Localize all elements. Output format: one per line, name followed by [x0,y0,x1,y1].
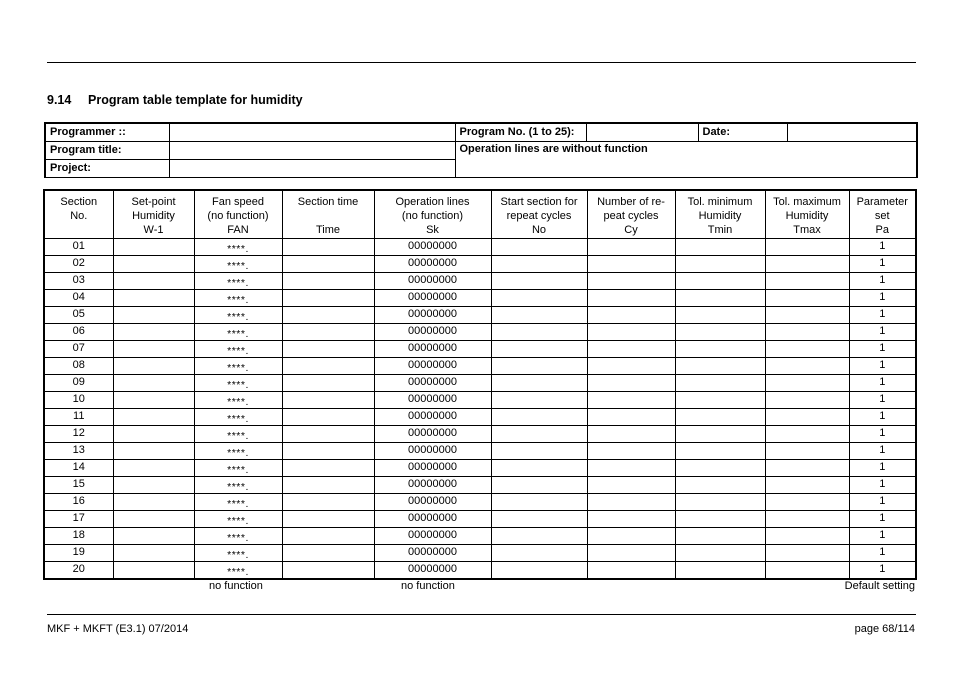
table-row [45,255,915,272]
repeat-cycles-cell[interactable] [587,289,675,306]
section-time-cell[interactable] [282,476,374,493]
section-time-cell[interactable] [282,323,374,340]
fan-speed-cell: ****. [194,425,282,442]
table-row [45,493,915,510]
tol-min-cell[interactable] [675,459,765,476]
operation-lines-cell: 00000000 [374,340,491,357]
repeat-cycles-cell[interactable] [587,527,675,544]
section-time-cell[interactable] [282,357,374,374]
tol-min-cell[interactable] [675,391,765,408]
tol-max-cell[interactable] [765,306,849,323]
repeat-cycles-cell[interactable] [587,340,675,357]
operation-lines-cell: 00000000 [374,238,491,255]
fan-speed-cell: ****. [194,442,282,459]
parameter-set-cell: 1 [849,408,915,425]
tol-max-cell[interactable] [765,425,849,442]
tol-min-cell[interactable] [675,323,765,340]
humidity-setpoint-cell[interactable] [113,255,194,272]
repeat-start-cell[interactable] [491,289,587,306]
humidity-setpoint-cell[interactable] [113,561,194,578]
section-number-cell: 11 [45,408,113,425]
operation-lines-cell: 00000000 [374,323,491,340]
section-number-cell: 17 [45,510,113,527]
section-number-cell: 06 [45,323,113,340]
operation-lines-cell: 00000000 [374,357,491,374]
fan-speed-cell: ****. [194,289,282,306]
tol-max-cell[interactable] [765,323,849,340]
section-time-cell[interactable] [282,340,374,357]
repeat-cycles-cell[interactable] [587,374,675,391]
repeat-start-cell[interactable] [491,425,587,442]
tol-max-cell[interactable] [765,476,849,493]
repeat-start-cell[interactable] [491,544,587,561]
operation-lines-cell: 00000000 [374,425,491,442]
fan-speed-cell: ****. [194,544,282,561]
section-time-cell[interactable] [282,459,374,476]
repeat-start-cell[interactable] [491,272,587,289]
section-time-cell[interactable] [282,408,374,425]
fan-speed-cell: ****. [194,527,282,544]
tol-min-cell[interactable] [675,425,765,442]
section-time-cell[interactable] [282,255,374,272]
column-header-line: Section [60,196,98,208]
operation-lines-cell: 00000000 [374,527,491,544]
repeat-start-cell[interactable] [491,527,587,544]
humidity-setpoint-cell[interactable] [113,459,194,476]
section-time-cell[interactable] [282,442,374,459]
humidity-setpoint-cell[interactable] [113,272,194,289]
tol-min-cell[interactable] [675,306,765,323]
section-number: 9.14 [47,93,72,107]
table-row [45,357,915,374]
operation-lines-cell: 00000000 [374,459,491,476]
repeat-start-cell[interactable] [491,238,587,255]
parameter-set-cell: 1 [849,255,915,272]
tol-min-cell[interactable] [675,357,765,374]
parameter-set-cell: 1 [849,527,915,544]
humidity-setpoint-cell[interactable] [113,493,194,510]
tol-min-cell[interactable] [675,561,765,578]
fan-speed-cell: ****. [194,493,282,510]
date-field[interactable] [787,123,917,141]
section-number-cell: 16 [45,493,113,510]
table-row [45,391,915,408]
column-header-line: Cy [624,224,638,236]
repeat-cycles-cell[interactable] [587,408,675,425]
section-time-cell[interactable] [282,527,374,544]
parameter-set-cell: 1 [849,561,915,578]
fan-speed-cell: ****. [194,357,282,374]
operation-lines-cell: 00000000 [374,306,491,323]
parameter-set-cell: 1 [849,323,915,340]
repeat-start-cell[interactable] [491,408,587,425]
tol-max-cell[interactable] [765,408,849,425]
repeat-start-cell[interactable] [491,493,587,510]
page-number: page 68/114 [854,623,915,635]
programmer-field[interactable] [169,123,455,141]
section-number-cell: 03 [45,272,113,289]
tol-max-cell[interactable] [765,510,849,527]
column-header-line: Humidity [132,210,175,222]
humidity-setpoint-cell[interactable] [113,527,194,544]
section-number-cell: 13 [45,442,113,459]
section-time-cell[interactable] [282,374,374,391]
table-header-row [45,191,915,238]
fan-speed-cell: ****. [194,408,282,425]
tol-max-cell[interactable] [765,340,849,357]
tol-min-cell[interactable] [675,476,765,493]
column-header [587,191,675,238]
column-header [765,191,849,238]
column-header-line: Humidity [785,210,829,222]
section-number-cell: 14 [45,459,113,476]
tol-min-cell[interactable] [675,374,765,391]
table-row [45,544,915,561]
table-row [45,476,915,493]
operation-lines-cell: 00000000 [374,255,491,272]
section-number-cell: 15 [45,476,113,493]
column-header-line: Fan speed [212,196,264,208]
operation-lines-cell: 00000000 [374,476,491,493]
operation-lines-cell: 00000000 [374,408,491,425]
tol-max-cell[interactable] [765,459,849,476]
parameter-set-cell: 1 [849,306,915,323]
bottom-rule [47,614,916,615]
table-row [45,561,915,578]
table-row [45,527,915,544]
program-title-field[interactable] [169,141,455,159]
table-body [45,238,915,578]
humidity-setpoint-cell[interactable] [113,306,194,323]
humidity-setpoint-cell[interactable] [113,374,194,391]
column-header-line: Number of re- [597,196,665,208]
column-header-line: No [531,224,547,236]
humidity-setpoint-cell[interactable] [113,510,194,527]
column-header-line: Tmin [707,224,733,236]
tol-max-cell[interactable] [765,238,849,255]
tol-max-cell[interactable] [765,544,849,561]
column-header [374,191,491,238]
column-header [849,191,915,238]
column-header-line: Pa [875,224,889,236]
tol-min-cell[interactable] [675,493,765,510]
section-number-cell: 08 [45,357,113,374]
program-no-label: Program No. (1 to 25): [455,123,586,141]
repeat-cycles-cell[interactable] [587,238,675,255]
fan-speed-cell: ****. [194,391,282,408]
table-row [45,306,915,323]
repeat-start-cell[interactable] [491,374,587,391]
section-number-cell: 10 [45,391,113,408]
section-heading [47,93,303,107]
section-time-cell[interactable] [282,272,374,289]
section-number-cell: 12 [45,425,113,442]
parameter-set-cell: 1 [849,374,915,391]
tol-min-cell[interactable] [675,340,765,357]
parameter-set-cell: 1 [849,459,915,476]
repeat-cycles-cell[interactable] [587,442,675,459]
operation-lines-cell: 00000000 [374,374,491,391]
column-header [491,191,587,238]
tol-max-cell[interactable] [765,561,849,578]
repeat-start-cell[interactable] [491,357,587,374]
column-header-line: Set-point [131,196,176,208]
humidity-setpoint-cell[interactable] [113,408,194,425]
repeat-cycles-cell[interactable] [587,425,675,442]
tol-min-cell[interactable] [675,272,765,289]
table-row [45,289,915,306]
humidity-setpoint-cell[interactable] [113,340,194,357]
operation-lines-cell: 00000000 [374,272,491,289]
section-time-cell[interactable] [282,289,374,306]
tol-min-cell[interactable] [675,238,765,255]
program-table-frame [43,189,917,580]
humidity-setpoint-cell[interactable] [113,476,194,493]
fan-speed-cell: ****. [194,476,282,493]
column-header [675,191,765,238]
repeat-start-cell[interactable] [491,391,587,408]
repeat-cycles-cell[interactable] [587,306,675,323]
table-row [45,340,915,357]
top-rule [47,62,916,63]
operation-lines-cell: 00000000 [374,544,491,561]
humidity-setpoint-cell[interactable] [113,442,194,459]
repeat-start-cell[interactable] [491,255,587,272]
repeat-cycles-cell[interactable] [587,510,675,527]
program-header-form [44,122,918,178]
parameter-set-cell: 1 [849,340,915,357]
humidity-setpoint-cell[interactable] [113,391,194,408]
tol-min-cell[interactable] [675,255,765,272]
operation-lines-foot-note: no function [401,580,455,592]
project-field[interactable] [169,159,455,177]
fan-speed-cell: ****. [194,255,282,272]
column-header [113,191,194,238]
fan-speed-cell: ****. [194,306,282,323]
humidity-setpoint-cell[interactable] [113,289,194,306]
section-number-cell: 04 [45,289,113,306]
operation-lines-cell: 00000000 [374,493,491,510]
fan-speed-cell: ****. [194,374,282,391]
column-header-line: Sk [426,224,439,236]
operation-lines-cell: 00000000 [374,391,491,408]
program-no-field[interactable] [586,123,698,141]
repeat-start-cell[interactable] [491,510,587,527]
table-row [45,238,915,255]
tol-max-cell[interactable] [765,493,849,510]
fan-speed-note: no function [209,580,263,592]
operation-lines-cell: 00000000 [374,510,491,527]
column-header-line: set [874,210,890,222]
table-row [45,442,915,459]
repeat-cycles-cell[interactable] [587,255,675,272]
tol-max-cell[interactable] [765,391,849,408]
humidity-setpoint-cell[interactable] [113,238,194,255]
table-row [45,374,915,391]
tol-max-cell[interactable] [765,527,849,544]
operation-lines-cell: 00000000 [374,442,491,459]
tol-min-cell[interactable] [675,544,765,561]
tol-max-cell[interactable] [765,357,849,374]
fan-speed-cell: ****. [194,272,282,289]
section-number-cell: 19 [45,544,113,561]
repeat-start-cell[interactable] [491,561,587,578]
tol-max-cell[interactable] [765,374,849,391]
table-row [45,459,915,476]
program-title-label: Program title: [45,141,169,159]
default-setting-note: Default setting [844,580,915,592]
column-header-line: repeat cycles [506,210,572,222]
repeat-cycles-cell[interactable] [587,272,675,289]
column-header [282,191,374,238]
humidity-setpoint-cell[interactable] [113,323,194,340]
document-id: MKF + MKFT (E3.1) 07/2014 [47,623,189,635]
section-time-cell[interactable] [282,561,374,578]
column-header-line: Humidity [698,210,742,222]
column-header-line: No. [70,210,88,222]
repeat-cycles-cell[interactable] [587,323,675,340]
fan-speed-cell: ****. [194,459,282,476]
fan-speed-cell: ****. [194,323,282,340]
table-row [45,408,915,425]
repeat-start-cell[interactable] [491,323,587,340]
humidity-setpoint-cell[interactable] [113,425,194,442]
table-row [45,510,915,527]
repeat-start-cell[interactable] [491,476,587,493]
section-number-cell: 01 [45,238,113,255]
repeat-cycles-cell[interactable] [587,357,675,374]
fan-speed-cell: ****. [194,561,282,578]
tol-max-cell[interactable] [765,442,849,459]
repeat-cycles-cell[interactable] [587,391,675,408]
operation-lines-cell: 00000000 [374,289,491,306]
section-number-cell: 09 [45,374,113,391]
column-header-line: Section time [297,196,359,208]
repeat-cycles-cell[interactable] [587,561,675,578]
parameter-set-cell: 1 [849,476,915,493]
column-header [45,191,113,238]
tol-min-cell[interactable] [675,527,765,544]
repeat-start-cell[interactable] [491,306,587,323]
tol-max-cell[interactable] [765,289,849,306]
column-header-line: peat cycles [603,210,659,222]
column-header-line: FAN [227,224,249,236]
tol-min-cell[interactable] [675,510,765,527]
section-time-cell[interactable] [282,544,374,561]
repeat-start-cell[interactable] [491,442,587,459]
column-header-line: Time [315,224,341,236]
tol-max-cell[interactable] [765,255,849,272]
section-title: Program table template for humidity [88,93,303,107]
table-row [45,425,915,442]
column-header-line: Tmax [793,224,821,236]
section-time-cell[interactable] [282,391,374,408]
column-header-line: Parameter [856,196,908,208]
column-header-line: Operation lines [395,196,470,208]
repeat-start-cell[interactable] [491,340,587,357]
section-number-cell: 05 [45,306,113,323]
repeat-start-cell[interactable] [491,459,587,476]
date-label: Date: [698,123,787,141]
column-header-line [283,209,374,223]
column-header-line: Tol. maximum [773,196,841,208]
tol-min-cell[interactable] [675,442,765,459]
humidity-setpoint-cell[interactable] [113,357,194,374]
table-row [45,272,915,289]
parameter-set-cell: 1 [849,442,915,459]
column-header-line: Start section for [500,196,578,208]
column-header-line: (no function) [207,210,269,222]
operation-lines-cell: 00000000 [374,561,491,578]
repeat-cycles-cell[interactable] [587,493,675,510]
project-label: Project: [45,159,169,177]
operation-lines-note: Operation lines are without function [455,141,917,177]
parameter-set-cell: 1 [849,425,915,442]
repeat-cycles-cell[interactable] [587,476,675,493]
column-header-line [45,223,113,237]
parameter-set-cell: 1 [849,493,915,510]
fan-speed-cell: ****. [194,238,282,255]
fan-speed-cell: ****. [194,510,282,527]
parameter-set-cell: 1 [849,289,915,306]
parameter-set-cell: 1 [849,238,915,255]
humidity-setpoint-cell[interactable] [113,544,194,561]
table-row [45,323,915,340]
parameter-set-cell: 1 [849,544,915,561]
parameter-set-cell: 1 [849,510,915,527]
section-number-cell: 07 [45,340,113,357]
program-table [45,191,915,578]
section-time-cell[interactable] [282,510,374,527]
section-time-cell[interactable] [282,493,374,510]
fan-speed-cell: ****. [194,340,282,357]
parameter-set-cell: 1 [849,272,915,289]
section-time-cell[interactable] [282,425,374,442]
repeat-cycles-cell[interactable] [587,544,675,561]
tol-min-cell[interactable] [675,289,765,306]
section-number-cell: 18 [45,527,113,544]
column-header [194,191,282,238]
section-time-cell[interactable] [282,238,374,255]
parameter-set-cell: 1 [849,357,915,374]
column-header-line: (no function) [401,210,464,222]
tol-max-cell[interactable] [765,272,849,289]
section-time-cell[interactable] [282,306,374,323]
repeat-cycles-cell[interactable] [587,459,675,476]
section-number-cell: 02 [45,255,113,272]
column-header-line: Tol. minimum [687,196,753,208]
column-header-line: W-1 [143,224,164,236]
section-number-cell: 20 [45,561,113,578]
tol-min-cell[interactable] [675,408,765,425]
programmer-label: Programmer :: [45,123,169,141]
parameter-set-cell: 1 [849,391,915,408]
